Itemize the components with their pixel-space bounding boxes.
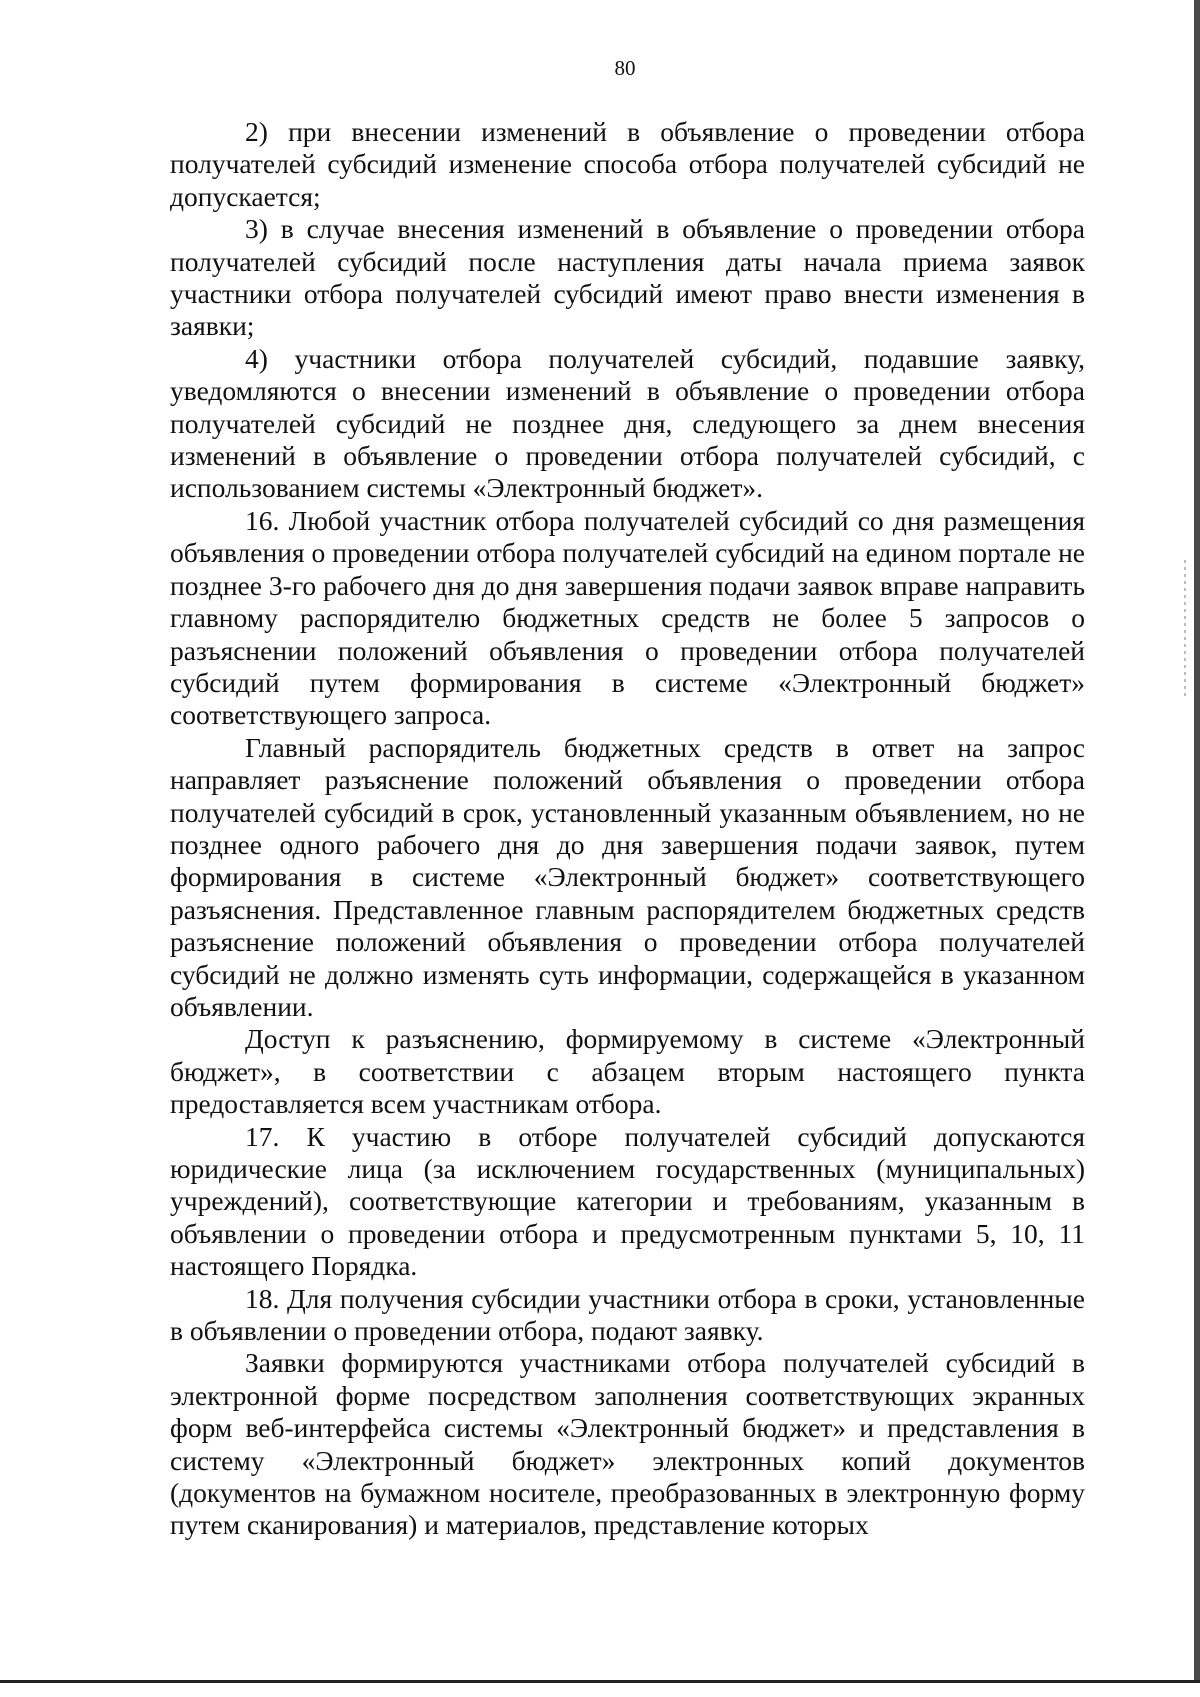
paragraph-item-2: 2) при внесении изменений в объявление о проведении отбора получателей субсидий изменение способа отбора получателей субсидий не допускается; (170, 116, 1085, 212)
paragraph-clause-16-access: Доступ к разъяснению, формируемому в системе «Электронный бюджет», в соответствии с абзацем вторым настоящего пункта предоставляется всем участникам отбора. (170, 1023, 1085, 1120)
paragraph-item-3: 3) в случае внесения изменений в объявление о проведении отбора получателей субсидий после наступления даты начала приема заявок участники отбора получателей субсидий имеют право внести изменения в заявки; (170, 213, 1085, 342)
document-body (170, 116, 1085, 1542)
scan-edge-bottom (0, 1680, 1200, 1697)
paragraph-clause-18: 18. Для получения субсидии участники отбора в сроки, установленные в объявлении о проведении отбора, подают заявку. (170, 1282, 1085, 1347)
paragraph-clause-16-response: Главный распорядитель бюджетных средств в ответ на запрос направляет разъяснение положений объявления о проведении отбора получателей субсидий в срок, установленный указанным объявлением, но не позднее одного рабочего дня до дня завершения подачи заявок, путем формирования в системе «Электронный бюджет» соответствующего разъяснения. Представленное главным распорядителем бюджетных средств разъяснение положений объявления о проведении отбора получателей субсидий не должно изменять суть информации, содержащейся в указанном объявлении. (170, 731, 1085, 1022)
scan-artifact (1184, 560, 1186, 700)
paragraph-clause-16: 16. Любой участник отбора получателей субсидий со дня размещения объявления о проведении отбора получателей субсидий на едином портале не позднее 3-го рабочего дня до дня завершения подачи заявок вправе направить главному распорядителю бюджетных средств не более 5 запросов о разъяснении положений объявления о проведении отбора получателей субсидий путем формирования в системе «Электронный бюджет» соответствующего запроса. (170, 504, 1085, 731)
page-number: 80 (614, 56, 636, 80)
paragraph-clause-17: 17. К участию в отборе получателей субсидий допускаются юридические лица (за исключением государственных (муниципальных) учреждений), соответствующие категории и требованиям, указанным в объявлении о проведении отбора и предусмотренным пунктами 5, 10, 11 настоящего Порядка. (170, 1120, 1085, 1282)
paragraph-item-4: 4) участники отбора получателей субсидий, подавшие заявку, уведомляются о внесении изменений в объявление о проведении отбора получателей субсидий не позднее дня, следующего за днем внесения изменений в объявление о проведении отбора получателей субсидий, с использованием системы «Электронный бюджет». (170, 342, 1085, 504)
scan-edge-right (1194, 0, 1200, 1697)
paragraph-clause-18-applications: Заявки формируются участниками отбора получателей субсидий в электронной форме посредством заполнения соответствующих экранных форм веб-интерфейса системы «Электронный бюджет» и представления в систему «Электронный бюджет» электронных копий документов (документов на бумажном носителе, преобразованных в электронную форму путем сканирования) и материалов, представление которых (170, 1347, 1085, 1541)
